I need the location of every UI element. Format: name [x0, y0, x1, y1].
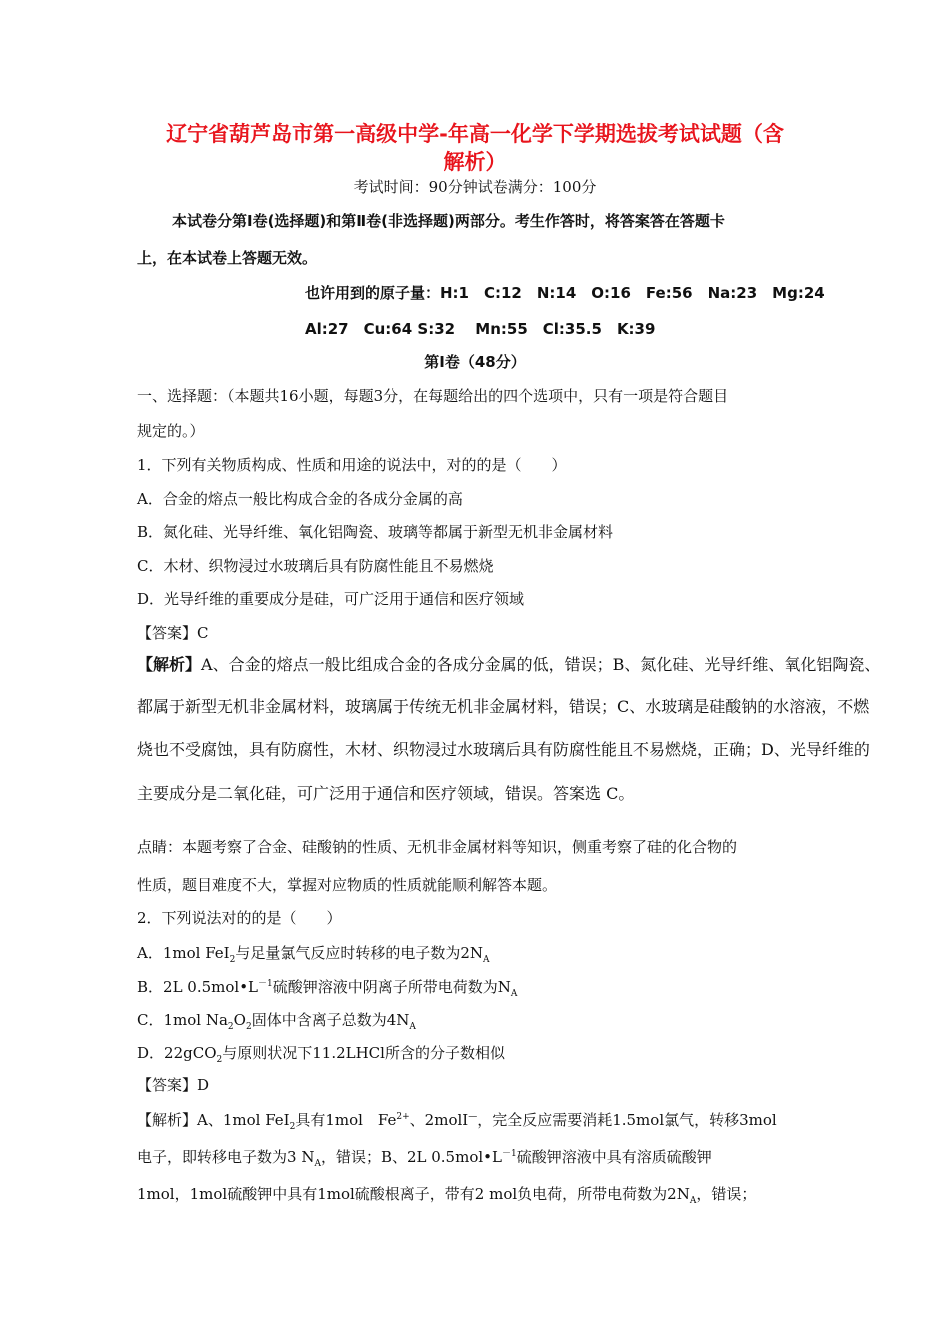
- atomic-masses-line-1: 也许用到的原子量：H:1 C:12 N:14 O:16 Fe:56 Na:23 Mg:24: [305, 284, 825, 302]
- question-1-answer: 【答案】C: [137, 624, 209, 642]
- question-2-answer: 【答案】D: [137, 1076, 210, 1094]
- question-1-analysis-line-3: 烧也不受腐蚀，具有防腐性，木材、织物浸过水玻璃后具有防腐性能且不易燃烧，正确；D、光导纤维的: [137, 740, 870, 759]
- section-intro-line-2: 规定的。）: [137, 422, 205, 440]
- atomic-masses-line-2: Al:27 Cu:64 S:32 Mn:55 Cl:35.5 K:39: [305, 320, 656, 338]
- question-2-stem: 2．下列说法对的的是（ ）: [137, 909, 342, 927]
- section-intro-line-1: 一、选择题：（本题共16小题，每题3分，在每题给出的四个选项中，只有一项是符合题目: [137, 387, 729, 405]
- question-2-option-a: A．1mol FeI$_2$与足量氯气反应时转移的电子数为$2N_A$: [137, 944, 490, 965]
- analysis-text: A、合金的熔点一般比组成合金的各成分金属的低，错误；B、氮化硅、光导纤维、氧化铝陶瓷、: [201, 655, 881, 674]
- question-2-analysis-line-3: 1mol，1mol硫酸钾中具有1mol硫酸根离子，带有2 mol负电荷，所带电荷数为$2N_A$，错误；: [137, 1185, 757, 1206]
- question-1-comment-line-1: 点睛：本题考察了合金、硅酸钠的性质、无机非金属材料等知识，侧重考察了硅的化合物的: [137, 838, 738, 856]
- question-1-option-a: A．合金的熔点一般比构成合金的各成分金属的高: [137, 490, 463, 508]
- instructions-line-1: 本试卷分第Ⅰ卷(选择题)和第Ⅱ卷(非选择题)两部分。考生作答时，将答案答在答题卡: [172, 212, 725, 230]
- question-1-stem: 1．下列有关物质构成、性质和用途的说法中，对的的是（ ）: [137, 456, 567, 474]
- question-1-option-c: C．木材、织物浸过水玻璃后具有防腐性能且不易燃烧: [137, 557, 494, 575]
- exam-info: 考试时间：90分钟试卷满分：100分: [353, 178, 597, 196]
- question-1-analysis-line-4: 主要成分是二氧化硅，可广泛用于通信和医疗领域，错误。答案选 C。: [137, 784, 635, 803]
- document-title-line-2: 解析）: [443, 150, 507, 174]
- question-2-analysis-line-2: 电子，即转移电子数为3 $N_A$，错误；B、2L $0.5mol•L^{-1}$硫酸钾溶液中具有溶质硫酸钾: [137, 1148, 712, 1169]
- question-1-option-d: D．光导纤维的重要成分是硅，可广泛用于通信和医疗领域: [137, 590, 525, 608]
- question-2-option-d: D．22gCO$_2$与原则状况下11.2LHCl所含的分子数相似: [137, 1044, 505, 1065]
- section-heading: 第Ⅰ卷（48分）: [424, 353, 526, 371]
- question-1-analysis-line-1: [137, 655, 880, 675]
- question-1-analysis-line-2: 都属于新型无机非金属材料，玻璃属于传统无机非金属材料，错误；C、水玻璃是硅酸钠的水溶液，不燃: [137, 697, 870, 716]
- question-2-analysis-line-1: 【解析】A、1mol FeI$_2$具有1mol $Fe^{2+}$、2molI—，完全反应需要消耗1.5mol氯气，转移3mol: [137, 1111, 777, 1132]
- question-1-option-b: B．氮化硅、光导纤维、氧化铝陶瓷、玻璃等都属于新型无机非金属材料: [137, 523, 614, 541]
- question-2-option-b: B．2L $0.5mol•L^{-1}$硫酸钾溶液中阴离子所带电荷数为$N_A$: [137, 978, 518, 999]
- question-1-comment-line-2: 性质，题目难度不大，掌握对应物质的性质就能顺利解答本题。: [137, 876, 558, 894]
- question-2-option-c: C．1mol $Na_2O_2$固体中含离子总数为$4N_A$: [137, 1011, 416, 1032]
- analysis-label: 【解析】: [137, 655, 202, 674]
- document-title-line-1: 辽宁省葫芦岛市第一高级中学-年高一化学下学期选拔考试试题（含: [166, 122, 784, 146]
- instructions-line-2: 上，在本试卷上答题无效。: [137, 249, 318, 267]
